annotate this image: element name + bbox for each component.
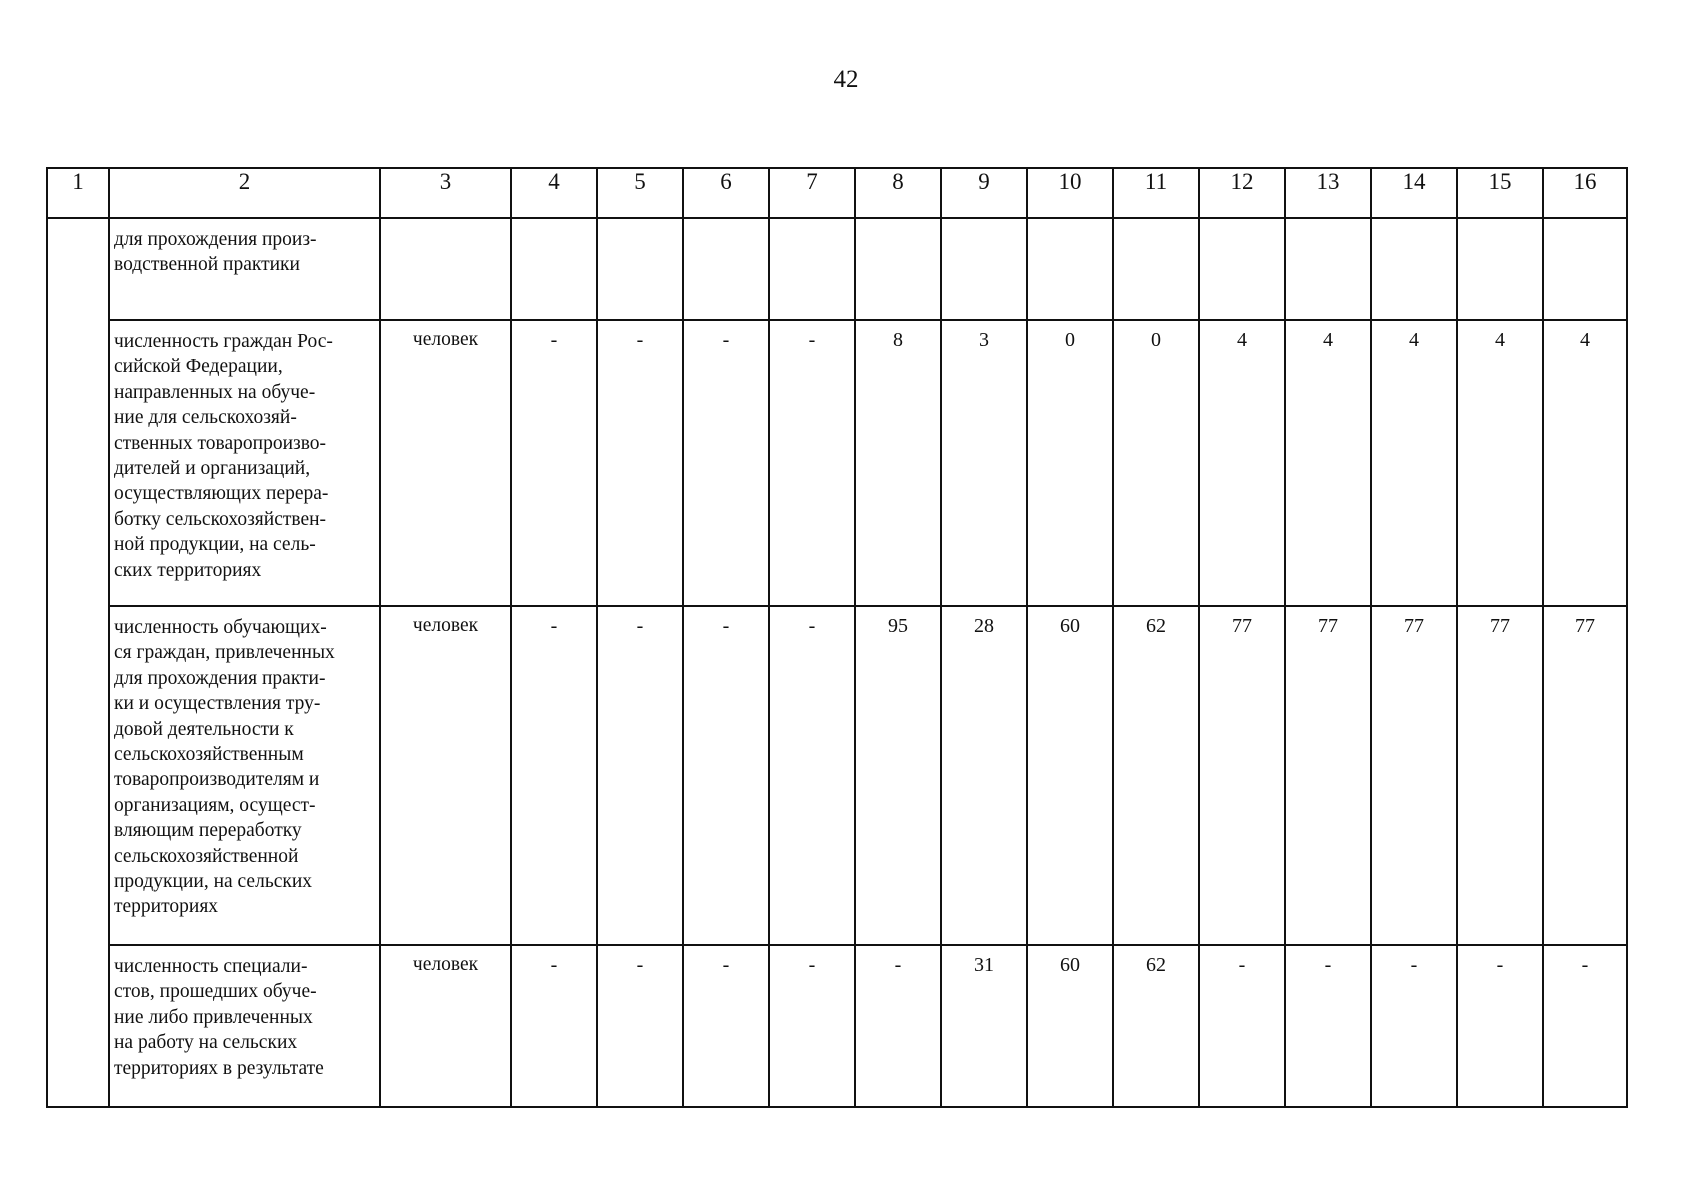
value-cell-col-16 bbox=[1543, 218, 1627, 320]
table-row bbox=[47, 218, 1627, 320]
value-cell-col-5: - bbox=[597, 606, 683, 945]
value-cell-col-15: 4 bbox=[1457, 320, 1543, 606]
description-line: ся граждан, привлеченных bbox=[114, 642, 335, 664]
description-line: для прохождения произ- bbox=[114, 229, 317, 250]
value-cell-col-11: 0 bbox=[1113, 320, 1199, 606]
page-number: 42 bbox=[833, 66, 859, 93]
description-line: сельскохозяйственной bbox=[114, 845, 299, 867]
description-line: продукции, на сельских bbox=[114, 871, 313, 893]
indicator-table bbox=[46, 167, 1628, 1108]
value-cell-col-8: 95 bbox=[855, 606, 941, 945]
value-cell-col-12 bbox=[1199, 218, 1285, 320]
table-row bbox=[47, 320, 1627, 606]
description-line: сийской Федерации, bbox=[114, 356, 283, 378]
value-cell-col-13: - bbox=[1285, 945, 1371, 1107]
value-cell-col-6 bbox=[683, 218, 769, 320]
column-number-15: 15 bbox=[1457, 168, 1543, 218]
value-cell-col-14: 4 bbox=[1371, 320, 1457, 606]
value-cell-col-7: - bbox=[769, 945, 855, 1107]
description-line: ной продукции, на сель- bbox=[114, 534, 316, 556]
description-line: довой деятельности к bbox=[114, 718, 294, 740]
column-number-6: 6 bbox=[683, 168, 769, 218]
value-cell-col-7: - bbox=[769, 320, 855, 606]
value-cell-col-9: 31 bbox=[941, 945, 1027, 1107]
description-line: вляющим переработку bbox=[114, 820, 302, 842]
value-cell-col-10 bbox=[1027, 218, 1113, 320]
description-line: направленных на обуче- bbox=[114, 381, 316, 403]
value-cell-col-12: 4 bbox=[1199, 320, 1285, 606]
description-line: ских территориях bbox=[114, 559, 262, 581]
description-line: ственных товаропроизво- bbox=[114, 432, 327, 454]
value-cell-col-6: - bbox=[683, 320, 769, 606]
value-cell-col-9: 3 bbox=[941, 320, 1027, 606]
description-line: численность специали- bbox=[114, 956, 308, 977]
unit-cell: человек bbox=[380, 606, 511, 945]
value-cell-col-13 bbox=[1285, 218, 1371, 320]
column-number-11: 11 bbox=[1113, 168, 1199, 218]
value-cell-col-14 bbox=[1371, 218, 1457, 320]
value-cell-col-10: 60 bbox=[1027, 945, 1113, 1107]
value-cell-col-14: 77 bbox=[1371, 606, 1457, 945]
description-line: стов, прошедших обуче- bbox=[114, 981, 317, 1003]
indicator-description bbox=[109, 945, 380, 1107]
value-cell-col-9: 28 bbox=[941, 606, 1027, 945]
description-line: ботку сельскохозяйствен- bbox=[114, 508, 327, 530]
value-cell-col-14: - bbox=[1371, 945, 1457, 1107]
value-cell-col-15: - bbox=[1457, 945, 1543, 1107]
value-cell-col-16: 77 bbox=[1543, 606, 1627, 945]
value-cell-col-8: 8 bbox=[855, 320, 941, 606]
column-number-13: 13 bbox=[1285, 168, 1371, 218]
value-cell-col-13: 4 bbox=[1285, 320, 1371, 606]
value-cell-col-13: 77 bbox=[1285, 606, 1371, 945]
value-cell-col-15 bbox=[1457, 218, 1543, 320]
header-row bbox=[47, 168, 1627, 218]
table-row bbox=[47, 945, 1627, 1107]
column-number-12: 12 bbox=[1199, 168, 1285, 218]
unit-cell bbox=[380, 218, 511, 320]
description-line: дителей и организаций, bbox=[114, 458, 311, 480]
column-number-14: 14 bbox=[1371, 168, 1457, 218]
column-number-4: 4 bbox=[511, 168, 597, 218]
value-cell-col-8 bbox=[855, 218, 941, 320]
column-number-7: 7 bbox=[769, 168, 855, 218]
column-number-1: 1 bbox=[47, 168, 109, 218]
description-line: товаропроизводителям и bbox=[114, 769, 320, 791]
description-line: на работу на сельских bbox=[114, 1032, 298, 1054]
indicator-description bbox=[109, 320, 380, 606]
value-cell-col-4: - bbox=[511, 320, 597, 606]
row-number-cell bbox=[47, 218, 109, 1107]
value-cell-col-15: 77 bbox=[1457, 606, 1543, 945]
description-line: ние либо привлеченных bbox=[114, 1006, 313, 1028]
description-line: территориях bbox=[114, 896, 219, 918]
value-cell-col-12: - bbox=[1199, 945, 1285, 1107]
description-line: ки и осуществления тру- bbox=[114, 693, 321, 715]
description-line: сельскохозяйственным bbox=[114, 744, 304, 766]
description-line: численность граждан Рос- bbox=[114, 331, 333, 352]
description-line: территориях в результате bbox=[114, 1057, 324, 1079]
value-cell-col-11: 62 bbox=[1113, 606, 1199, 945]
value-cell-col-5: - bbox=[597, 320, 683, 606]
column-number-10: 10 bbox=[1027, 168, 1113, 218]
value-cell-col-9 bbox=[941, 218, 1027, 320]
value-cell-col-12: 77 bbox=[1199, 606, 1285, 945]
indicator-description bbox=[109, 218, 380, 320]
value-cell-col-7 bbox=[769, 218, 855, 320]
value-cell-col-4 bbox=[511, 218, 597, 320]
value-cell-col-10: 0 bbox=[1027, 320, 1113, 606]
description-line: численность обучающих- bbox=[114, 617, 327, 638]
column-number-16: 16 bbox=[1543, 168, 1627, 218]
value-cell-col-4: - bbox=[511, 606, 597, 945]
description-line: для прохождения практи- bbox=[114, 667, 326, 689]
unit-cell: человек bbox=[380, 945, 511, 1107]
column-number-8: 8 bbox=[855, 168, 941, 218]
column-number-9: 9 bbox=[941, 168, 1027, 218]
value-cell-col-16: 4 bbox=[1543, 320, 1627, 606]
description-line: осуществляющих перера- bbox=[114, 483, 329, 505]
value-cell-col-11: 62 bbox=[1113, 945, 1199, 1107]
value-cell-col-4: - bbox=[511, 945, 597, 1107]
indicator-description bbox=[109, 606, 380, 945]
column-number-3: 3 bbox=[380, 168, 511, 218]
value-cell-col-5: - bbox=[597, 945, 683, 1107]
value-cell-col-16: - bbox=[1543, 945, 1627, 1107]
description-line: ние для сельскохозяй- bbox=[114, 407, 297, 429]
value-cell-col-7: - bbox=[769, 606, 855, 945]
value-cell-col-6: - bbox=[683, 945, 769, 1107]
value-cell-col-8: - bbox=[855, 945, 941, 1107]
unit-cell: человек bbox=[380, 320, 511, 606]
table-row bbox=[47, 606, 1627, 945]
column-number-5: 5 bbox=[597, 168, 683, 218]
value-cell-col-6: - bbox=[683, 606, 769, 945]
description-line: водственной практики bbox=[114, 254, 300, 276]
column-number-2: 2 bbox=[109, 168, 380, 218]
value-cell-col-10: 60 bbox=[1027, 606, 1113, 945]
value-cell-col-11 bbox=[1113, 218, 1199, 320]
value-cell-col-5 bbox=[597, 218, 683, 320]
description-line: организациям, осущест- bbox=[114, 794, 316, 816]
